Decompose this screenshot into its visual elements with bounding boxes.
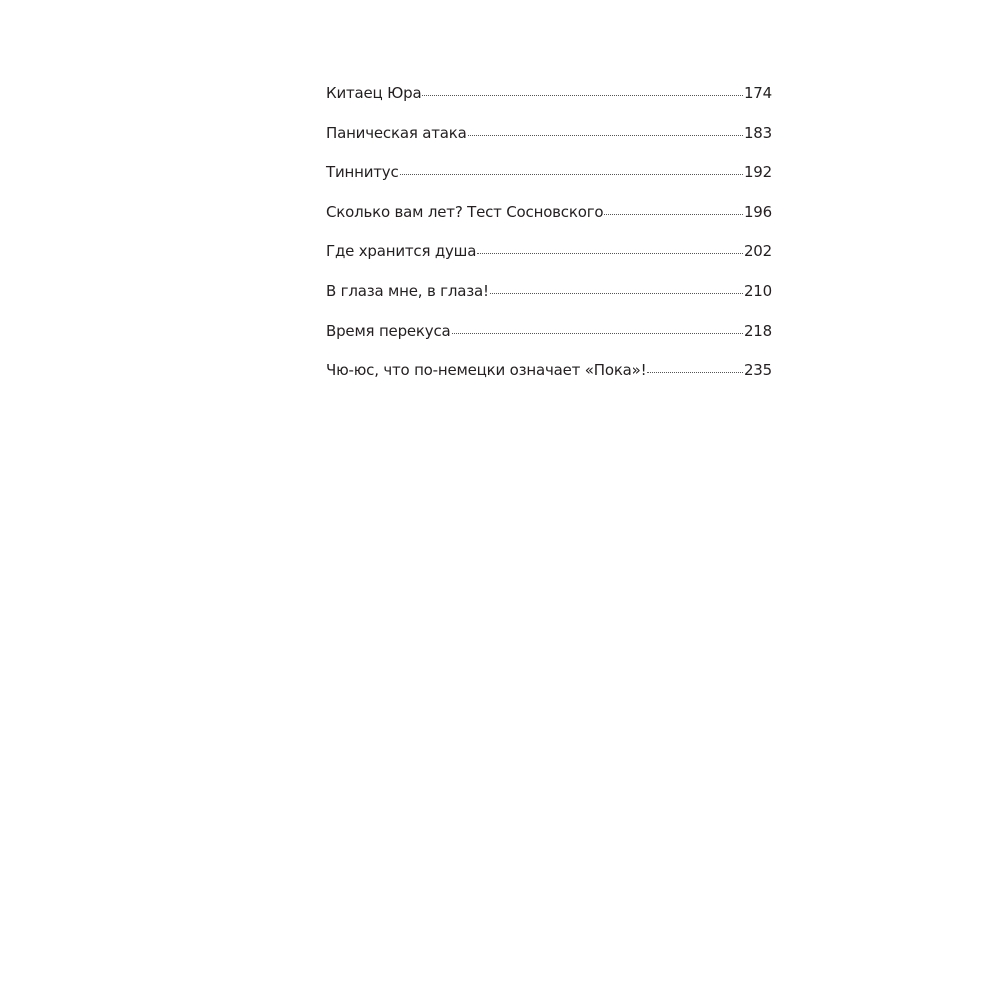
toc-entry-page: 183: [743, 123, 772, 142]
table-of-contents: [326, 80, 772, 397]
toc-entry[interactable]: [326, 199, 772, 239]
toc-entry-page: 202: [743, 242, 772, 261]
toc-dot-leader: [647, 372, 743, 373]
toc-entry-page: 174: [743, 84, 772, 102]
toc-entry-page: 210: [743, 281, 772, 300]
toc-dot-leader: [477, 253, 743, 254]
toc-entry[interactable]: [326, 357, 772, 397]
toc-entry-title: Китаец Юра: [326, 84, 422, 102]
toc-entry-title: В глаза мне, в глаза!: [326, 281, 489, 300]
toc-dot-leader: [468, 135, 743, 136]
toc-entry-page: 218: [743, 321, 772, 340]
toc-entry-title: Где хранится душа: [326, 242, 477, 261]
toc-entry-title: Тиннитус: [326, 163, 399, 182]
toc-entry[interactable]: [326, 318, 772, 358]
toc-entry-page: 235: [743, 361, 772, 380]
toc-dot-leader: [604, 214, 743, 215]
toc-entry[interactable]: [326, 159, 772, 199]
toc-entry[interactable]: [326, 80, 772, 120]
toc-entry-title: Паническая атака: [326, 123, 467, 142]
toc-entry-page: 192: [743, 163, 772, 182]
toc-entry[interactable]: [326, 238, 772, 278]
toc-entry-page: 196: [743, 202, 772, 221]
toc-entry[interactable]: [326, 120, 772, 160]
toc-entry[interactable]: [326, 278, 772, 318]
toc-entry-title: Время перекуса: [326, 321, 451, 340]
toc-dot-leader: [422, 95, 743, 96]
toc-dot-leader: [400, 174, 743, 175]
toc-entry-title: Чю-юс, что по-немецки означает «Пока»!: [326, 361, 647, 380]
toc-dot-leader: [490, 293, 743, 294]
toc-dot-leader: [452, 333, 743, 334]
toc-entry-title: Сколько вам лет? Тест Сосновского: [326, 202, 604, 221]
